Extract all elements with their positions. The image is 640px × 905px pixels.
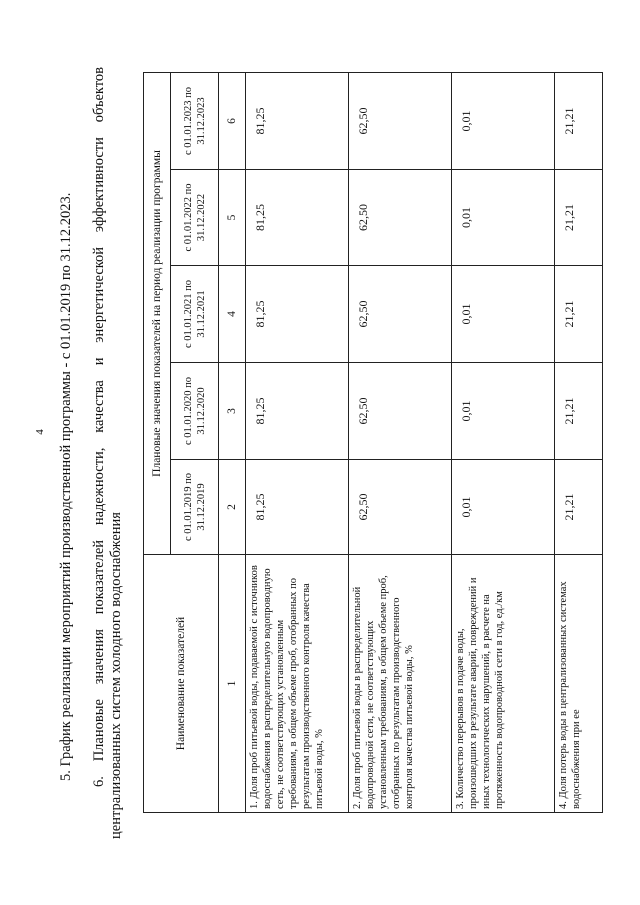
table-row: [246, 72, 349, 812]
header-planned-values: Плановые значения показателей на период реализации программы: [144, 72, 171, 554]
value-cell: 21,21: [555, 363, 603, 460]
value-cell: 0,01: [452, 170, 555, 266]
indicator-name: 1. Доля проб питьевой воды, подаваемой с источников водоснабжения в распределительную водопроводную сеть, не соответствующих установленным требованиям, в общем объеме проб, отобранных по результатам производственного контроля качества питьевой воды, %: [246, 555, 349, 813]
heading-block: [58, 67, 125, 839]
page-number: 4: [34, 429, 46, 435]
value-cell: 62,50: [349, 266, 452, 363]
value-cell: 0,01: [452, 72, 555, 169]
value-cell: 62,50: [349, 363, 452, 460]
column-number: 2: [219, 460, 246, 555]
table-row: [349, 72, 452, 812]
header-period-2020: с 01.01.2020 по 31.12.2020: [171, 363, 219, 460]
value-cell: 81,25: [246, 72, 349, 169]
header-period-2022: с 01.01.2022 по 31.12.2022: [171, 170, 219, 266]
section-5-heading: 5. График реализации мероприятий производственной программы - с 01.01.2019 по 31.12.2023.: [58, 192, 74, 781]
column-number: 6: [219, 72, 246, 169]
value-cell: 81,25: [246, 170, 349, 266]
value-cell: 0,01: [452, 460, 555, 555]
value-cell: 81,25: [246, 363, 349, 460]
indicator-name: 4. Доля потерь воды в централизованных системах водоснабжения при ее: [555, 555, 603, 813]
column-number: 3: [219, 363, 246, 460]
indicator-name: 3. Количество перерывов в подаче воды, произошедших в результате аварий, повреждений и иных технологических нарушений, в расчете на протяженность водопроводной сети в год, ед./км: [452, 555, 555, 813]
value-cell: 0,01: [452, 266, 555, 363]
value-cell: 21,21: [555, 460, 603, 555]
header-period-2019: с 01.01.2019 по 31.12.2019: [171, 460, 219, 555]
rotated-page-content: [50, 63, 610, 843]
value-cell: 81,25: [246, 460, 349, 555]
value-cell: 21,21: [555, 266, 603, 363]
column-number: 1: [219, 555, 246, 813]
value-cell: 62,50: [349, 460, 452, 555]
section-6-lead: 6. Плановые значения показателей надежности, качества и энергетической эффективности объектов: [91, 67, 107, 787]
value-cell: 81,25: [246, 266, 349, 363]
header-indicator-name: Наименование показателей: [144, 555, 219, 813]
indicators-table: [143, 72, 603, 813]
value-cell: 62,50: [349, 170, 452, 266]
header-period-2023: с 01.01.2023 по 31.12.2023: [171, 72, 219, 169]
column-number: 4: [219, 266, 246, 363]
value-cell: 21,21: [555, 72, 603, 169]
indicator-name: 2. Доля проб питьевой воды в распределительной водопроводной сети, не соответствующих установленным требованиям, в общем объеме проб, отобранных по результатам производственного контроля качества питьевой воды, %: [349, 555, 452, 813]
table-row: [452, 72, 555, 812]
section-6-heading: [91, 67, 125, 839]
column-number: 5: [219, 170, 246, 266]
value-cell: 0,01: [452, 363, 555, 460]
header-period-2021: с 01.01.2021 по 31.12.2021: [171, 266, 219, 363]
value-cell: 21,21: [555, 170, 603, 266]
table-row: [555, 72, 603, 812]
section-6-rest: централизованных систем холодного водоснабжения: [108, 512, 124, 839]
value-cell: 62,50: [349, 72, 452, 169]
